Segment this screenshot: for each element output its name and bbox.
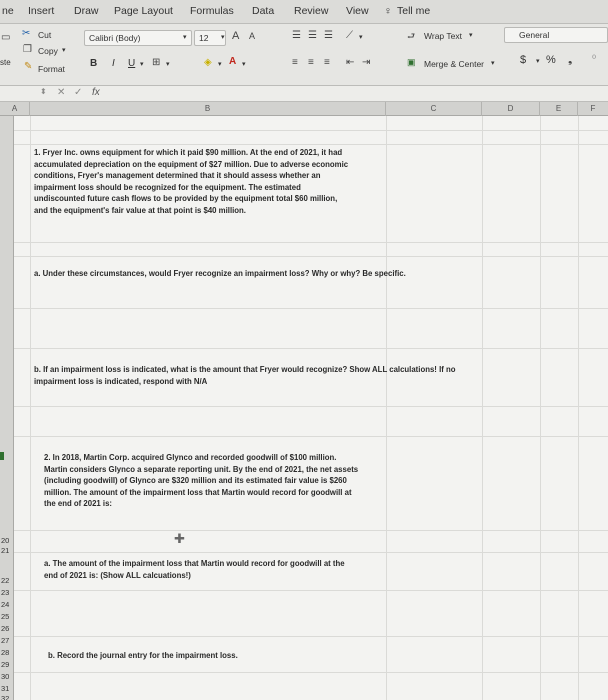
tab-view[interactable]: View [346, 5, 369, 17]
row-header-27[interactable]: 27 [1, 636, 10, 645]
row-divider [14, 436, 608, 437]
copy-icon[interactable]: ❐ [23, 44, 32, 55]
italic-button[interactable]: I [112, 58, 115, 69]
comma-style-icon[interactable]: ❟ [568, 54, 573, 66]
cut-icon[interactable]: ✂ [22, 28, 31, 39]
row-divider [14, 406, 608, 407]
text-line: undiscounted future cash flows to be provided by the equipment total $60 million, [34, 194, 338, 203]
row-divider [14, 348, 608, 349]
wrap-text-icon[interactable]: ⮐ [407, 31, 416, 41]
column-header-e[interactable]: E [540, 102, 578, 116]
row-header-32[interactable]: 32 [1, 694, 10, 700]
formula-bar [0, 86, 608, 102]
column-header-a[interactable]: A [0, 102, 30, 116]
column-header-c[interactable]: C [386, 102, 482, 116]
chevron-down-icon[interactable]: ▾ [491, 60, 495, 67]
name-box-stepper-icon[interactable]: ⬍ [40, 87, 47, 96]
tab-formulas[interactable]: Formulas [190, 5, 234, 17]
row-header-29[interactable]: 29 [1, 660, 10, 669]
chevron-down-icon[interactable]: ▾ [218, 61, 222, 68]
merge-center-icon[interactable]: ▣ [407, 57, 416, 67]
text-line: Martin considers Glynco a separate reporting unit. By the end of 2021, the net assets [44, 464, 359, 474]
font-size-value: 12 [199, 33, 209, 43]
lightbulb-icon: ♀ [384, 5, 392, 17]
row-header-24[interactable]: 24 [1, 600, 10, 609]
row-divider [14, 256, 608, 257]
paste-label[interactable]: ste [0, 58, 11, 67]
question-2-cell[interactable] [44, 452, 358, 510]
chevron-down-icon[interactable]: ▾ [359, 34, 363, 41]
text-line: million. The amount of the impairment loss that Martin would record for goodwill at [44, 487, 352, 497]
row-divider [14, 636, 608, 637]
format-painter-button[interactable]: Format [38, 64, 65, 74]
decrease-indent-icon[interactable]: ⇤ [346, 57, 355, 68]
copy-button[interactable]: Copy [38, 46, 58, 56]
row-divider [14, 590, 608, 591]
align-right-icon[interactable]: ≡ [324, 57, 330, 68]
text-line: impairment loss is indicated, respond with N/A [34, 376, 208, 386]
row-divider [14, 672, 608, 673]
question-1-cell[interactable] [34, 147, 348, 216]
column-divider [30, 116, 31, 700]
confirm-entry-icon[interactable]: ✓ [74, 87, 83, 98]
row-divider [14, 308, 608, 309]
cancel-entry-icon[interactable]: ✕ [57, 87, 66, 98]
font-name-value: Calibri (Body) [89, 33, 141, 43]
ribbon-home-panel [0, 24, 608, 86]
row-header-26[interactable]: 26 [1, 624, 10, 633]
row-header-28[interactable]: 28 [1, 648, 10, 657]
column-divider [482, 116, 483, 700]
chevron-down-icon[interactable]: ▾ [221, 34, 225, 41]
align-top-icon[interactable]: ☰ [292, 30, 301, 41]
chevron-down-icon[interactable]: ▾ [183, 34, 187, 41]
column-header-b[interactable]: B [30, 102, 386, 116]
text-line: impairment loss should be recognized for the equipment. The estimated [34, 182, 301, 192]
row-headers [0, 116, 14, 700]
chevron-down-icon[interactable]: ▾ [140, 61, 144, 68]
font-color-icon[interactable]: A [229, 56, 237, 67]
tab-draw[interactable]: Draw [74, 5, 99, 17]
row-header-30[interactable]: 30 [1, 672, 10, 681]
orientation-icon[interactable]: ⟋ [346, 30, 353, 41]
column-header-d[interactable]: D [482, 102, 540, 116]
spreadsheet-grid[interactable] [14, 116, 608, 700]
column-header-f[interactable]: F [590, 104, 596, 113]
row-divider [14, 552, 608, 553]
wrap-text-button[interactable]: Wrap Text [424, 31, 462, 41]
copy-dropdown-icon[interactable]: ▾ [62, 47, 66, 54]
currency-button[interactable]: $ [520, 54, 527, 66]
underline-button[interactable]: U [128, 58, 136, 69]
text-line: and the equipment's fair value at that point is $40 million. [34, 205, 246, 215]
row-header-20[interactable]: 20 [1, 536, 10, 545]
column-divider [540, 116, 541, 700]
text-line: b. Record the journal entry for the impairment loss. [48, 651, 238, 660]
align-middle-icon[interactable]: ☰ [308, 30, 317, 41]
tab-home[interactable]: ne [2, 5, 14, 17]
column-divider [386, 116, 387, 700]
question-1b-cell[interactable] [34, 364, 456, 387]
row-divider [14, 144, 608, 145]
text-line: accumulated depreciation on the equipment of $27 million. Due to adverse economic [34, 159, 349, 169]
align-bottom-icon[interactable]: ☰ [324, 30, 333, 41]
paste-icon[interactable]: ▭ [1, 32, 11, 43]
borders-icon[interactable]: ⊞ [152, 57, 161, 68]
format-painter-icon[interactable]: ✎ [24, 61, 33, 72]
fill-color-icon[interactable]: ◈ [204, 57, 212, 68]
question-2a-cell[interactable] [44, 558, 345, 581]
text-line: a. Under these circumstances, would Fryer recognize an impairment loss? Why or why? Be specific. [34, 269, 406, 278]
question-2b-cell[interactable] [48, 650, 238, 662]
text-line: a. The amount of the impairment loss that Martin would record for goodwill at the [44, 559, 345, 568]
ribbon-tab-bar [0, 0, 608, 24]
cell-cursor-icon: ✚ [174, 531, 185, 546]
row-divider [14, 530, 608, 531]
row-selection-marker [0, 452, 4, 460]
column-divider [578, 116, 579, 700]
chevron-down-icon[interactable]: ▾ [166, 61, 170, 68]
number-format-select[interactable] [504, 27, 608, 43]
row-header-31[interactable]: 31 [1, 684, 10, 693]
text-line: 1. Fryer Inc. owns equipment for which it paid $90 million. At the end of 2021, it had [34, 148, 343, 157]
text-line: conditions, Fryer's management determined that it should assess whether an [34, 171, 321, 180]
shrink-font-icon[interactable]: A [249, 31, 256, 41]
row-divider [14, 242, 608, 243]
align-left-icon[interactable]: ≡ [292, 57, 298, 68]
text-line: b. If an impairment loss is indicated, what is the amount that Fryer would recognize? Show ALL calculations! If no [34, 365, 456, 374]
tab-page-layout[interactable]: Page Layout [114, 5, 173, 17]
row-header-23[interactable]: 23 [1, 588, 10, 597]
chevron-down-icon[interactable]: ▾ [536, 58, 540, 65]
merge-center-button[interactable]: Merge & Center [424, 59, 484, 69]
row-header-21[interactable]: 21 [1, 546, 10, 555]
increase-decimal-icon[interactable]: ⁰ [592, 54, 597, 65]
tell-me-search[interactable]: Tell me [397, 5, 431, 17]
grow-font-icon[interactable]: A [232, 30, 240, 42]
insert-function-button[interactable]: fx [92, 87, 100, 98]
percent-button[interactable]: % [546, 54, 556, 66]
increase-indent-icon[interactable]: ⇥ [362, 57, 371, 68]
cut-button[interactable]: Cut [38, 30, 52, 40]
number-format-value: General [519, 30, 550, 40]
row-header-25[interactable]: 25 [1, 612, 10, 621]
text-line: (including goodwill) of Glynco are $320 million and its estimated fair value is $260 [44, 476, 347, 485]
row-divider [14, 130, 608, 131]
column-headers [0, 102, 608, 116]
align-center-icon[interactable]: ≡ [308, 57, 314, 68]
font-name-select[interactable] [84, 30, 192, 46]
chevron-down-icon[interactable]: ▾ [242, 61, 246, 68]
row-header-22[interactable]: 22 [1, 576, 10, 585]
question-1a-cell[interactable] [34, 268, 406, 280]
tab-insert[interactable]: Insert [28, 5, 55, 17]
text-line: the end of 2021 is: [44, 499, 113, 508]
chevron-down-icon[interactable]: ▾ [469, 32, 473, 39]
text-line: end of 2021 is: (Show ALL calcuations!) [44, 570, 191, 580]
tab-review[interactable]: Review [294, 5, 329, 17]
text-line: 2. In 2018, Martin Corp. acquired Glynco and recorded goodwill of $100 million. [44, 453, 337, 462]
tab-data[interactable]: Data [252, 5, 275, 17]
bold-button[interactable]: B [90, 58, 98, 69]
